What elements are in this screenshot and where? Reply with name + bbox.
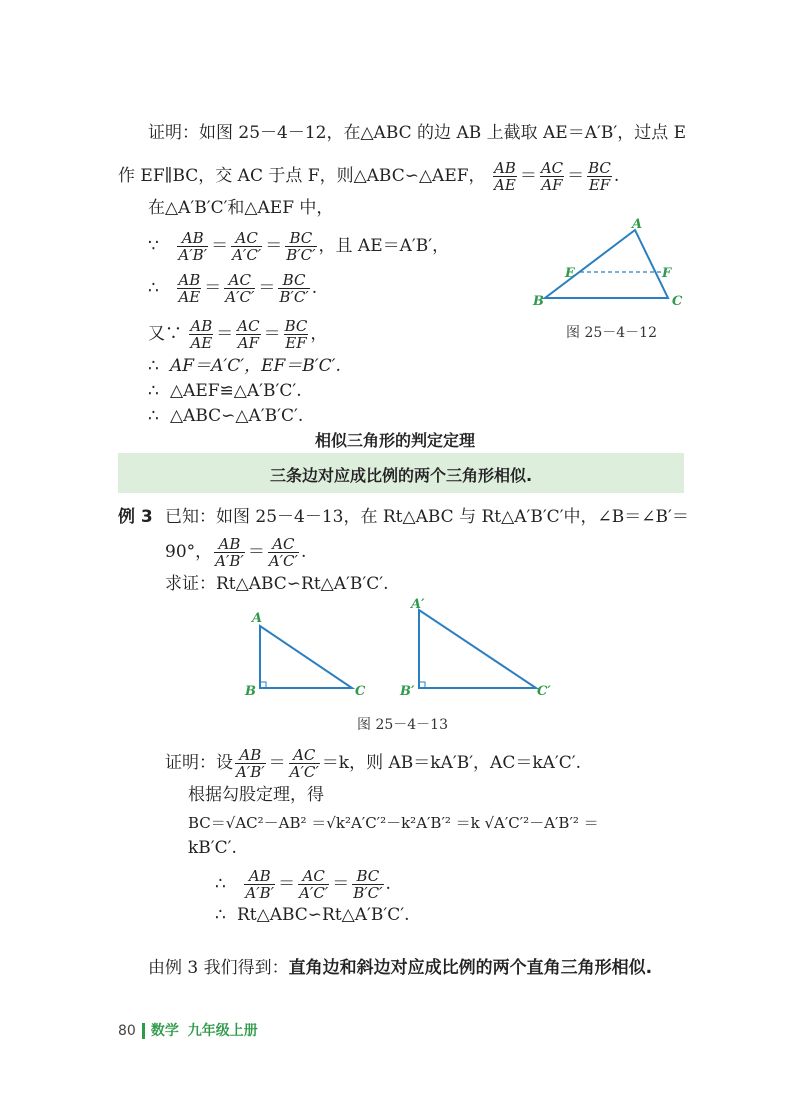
therefore-symbol: ∴ [148, 278, 159, 298]
fraction: $\frac{AB}{AE}$ [493, 159, 516, 194]
page-footer [118, 1020, 258, 1040]
fraction: $\frac{AC}{A'C'}$ [232, 229, 262, 264]
proof1-line7: ∴ AF＝A′C′，EF＝B′C′. [148, 356, 341, 376]
therefore-symbol: ∴ [148, 356, 159, 376]
fraction: $\frac{AB}{AE}$ [190, 317, 213, 352]
label-c: C [672, 294, 683, 309]
label-e: E [565, 266, 575, 281]
proof1-line5: ∴ $\frac{AB}{AE}$ ＝ $\frac{AC}{A'C'}$ ＝ $\frac{BC}{B'C'}$ . [148, 271, 318, 306]
fraction: $\frac{AC}{A'C'}$ [268, 535, 298, 570]
therefore-symbol: ∴ [215, 905, 226, 925]
label-c: C [355, 684, 366, 699]
footer-divider [142, 1023, 145, 1039]
figure-caption-2: 图 25－4－13 [357, 717, 448, 733]
example-given2: 90°， $\frac{AB}{A'B'}$ ＝ $\frac{AC}{A'C'}$ . [165, 535, 307, 570]
label-b: B [533, 294, 544, 309]
example-prove: 求证：Rt△ABC∽Rt△A′B′C′. [165, 574, 389, 594]
proof1-line4: ∵ $\frac{AB}{A'B'}$ ＝ $\frac{AC}{A'C'}$ ＝ $\frac{BC}{B'C'}$ ，且 AE＝A′B′， [148, 229, 450, 264]
footer-book: 九年级上册 [187, 1023, 258, 1039]
theorem-box [118, 453, 684, 493]
fraction: $\frac{BC}{B'C'}$ [286, 229, 316, 264]
conclusion-bold: 直角边和斜边对应成比例的两个直角三角形相似. [288, 958, 653, 978]
label-b-prime: B′ [400, 684, 415, 699]
triangle-right [419, 610, 536, 688]
proof2-line3: BC＝√AC²－AB² ＝√k²A′C′²－k²A′B′² ＝k √A′C′²－A′B′² ＝ [188, 814, 599, 832]
fraction: $\frac{AC}{A'C'}$ [299, 867, 329, 902]
label-a-prime: A′ [411, 598, 425, 612]
proof1-line2: 作 EF∥BC，交 AC 于点 F，则△ABC∽△AEF， $\frac{AB}{AE}$ ＝ $\frac{AC}{AF}$ ＝ $\frac{BC}{EF}$ . [118, 159, 620, 194]
fraction: $\frac{AB}{A'B'}$ [215, 535, 244, 570]
proof1-line9: ∴ △ABC∽△A′B′C′. [148, 406, 304, 426]
because-symbol: ∵ [148, 236, 159, 256]
figure-caption-1: 图 25－4－12 [566, 325, 657, 341]
figure-25-4-12 [525, 215, 695, 315]
proof1-line8: ∴ △AEF≌△A′B′C′. [148, 381, 302, 401]
label-f: F [662, 266, 672, 281]
fraction: $\frac{BC}{EF}$ [588, 159, 611, 194]
triangle-left [260, 626, 352, 688]
therefore-symbol: ∴ [148, 406, 159, 426]
also-because: 又∵ [148, 324, 182, 344]
proof2-line2: 根据勾股定理，得 [188, 785, 324, 805]
proof1-line1: 证明：如图 25－4－12，在△ABC 的边 AB 上截取 AE＝A′B′，过点 E [148, 123, 687, 143]
footer-subject: 数学 [150, 1023, 179, 1039]
page-number: 80 [118, 1023, 136, 1039]
fraction: $\frac{BC}{EF}$ [284, 317, 308, 352]
fraction: $\frac{AB}{A'B'}$ [236, 746, 265, 781]
proof2-line4: kB′C′. [188, 838, 237, 858]
conclusion-prefix: 由例 3 我们得到： [148, 958, 289, 978]
fraction: $\frac{AC}{A'C'}$ [289, 746, 319, 781]
therefore-symbol: ∴ [215, 874, 226, 894]
theorem-statement: 三条边对应成比例的两个三角形相似. [269, 466, 533, 485]
fraction: $\frac{AB}{A'B'}$ [178, 229, 208, 264]
fraction: $\frac{AB}{A'B'}$ [245, 867, 275, 902]
therefore-symbol: ∴ [148, 381, 159, 401]
fraction: $\frac{BC}{B'C'}$ [353, 867, 383, 902]
proof1-line3: 在△A′B′C′和△AEF 中， [148, 198, 334, 218]
label-a: A [252, 611, 263, 626]
fraction: $\frac{AC}{AF}$ [540, 159, 564, 194]
proof2-line6: ∴ Rt△ABC∽Rt△A′B′C′. [215, 905, 410, 925]
label-b: B [245, 684, 256, 699]
theorem-title: 相似三角形的判定定理 [315, 431, 476, 450]
figure-25-4-13 [240, 598, 570, 708]
proof1-line6: 又∵ $\frac{AB}{AE}$ ＝ $\frac{AC}{AF}$ ＝ $\frac{BC}{EF}$ ， [148, 317, 328, 352]
label-c-prime: C′ [537, 684, 551, 699]
proof1-line2-text: 作 EF∥BC，交 AC 于点 F，则△ABC∽△AEF， [118, 166, 486, 186]
fraction: $\frac{BC}{B'C'}$ [279, 271, 309, 306]
label-a: A [632, 217, 643, 232]
triangle-abc [545, 230, 668, 298]
fraction: $\frac{AC}{A'C'}$ [225, 271, 255, 306]
example-given1: 已知：如图 25－4－13，在 Rt△ABC 与 Rt△A′B′C′中，∠B＝∠B′＝ [165, 507, 689, 527]
example-label: 例 3 [118, 507, 153, 527]
fraction: $\frac{AC}{AF}$ [237, 317, 260, 352]
conclusion [148, 958, 652, 978]
proof2-line1: 证明：设 $\frac{AB}{A'B'}$ ＝ $\frac{AC}{A'C'}$ ＝k，则 AB＝kA′B′，AC＝kA′C′. [165, 746, 582, 781]
fraction: $\frac{AB}{AE}$ [178, 271, 201, 306]
proof2-line5: ∴ $\frac{AB}{A'B'}$ ＝ $\frac{AC}{A'C'}$ ＝ $\frac{BC}{B'C'}$ . [215, 867, 391, 902]
